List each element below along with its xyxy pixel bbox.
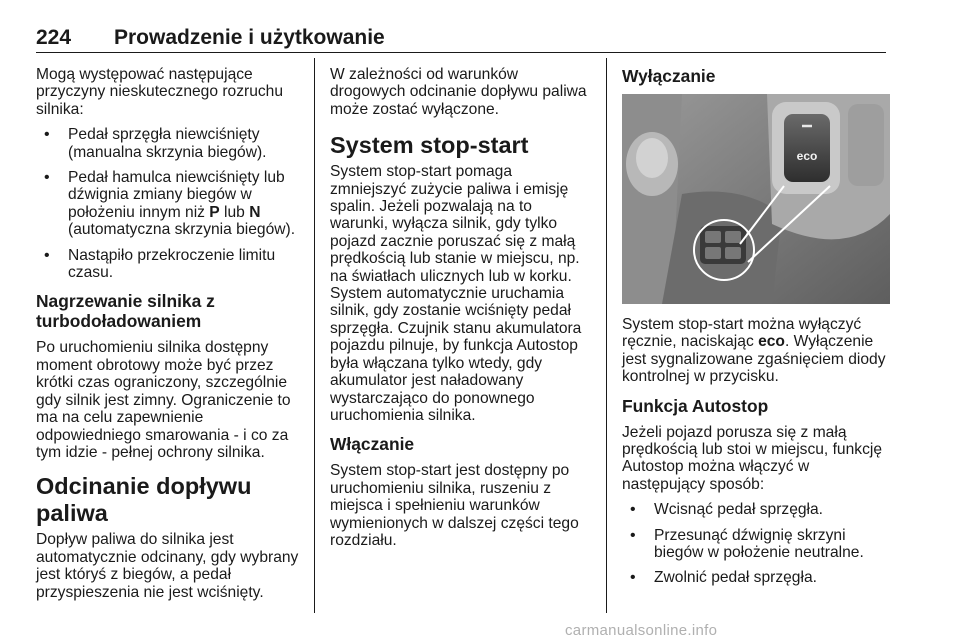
- section-heading-stop-start: System stop-start: [330, 132, 529, 159]
- column-1: [36, 66, 304, 609]
- list-item: • Przesunąć dźwignię skrzyni biegów w położenie neutralne.: [622, 527, 890, 562]
- gear-n-symbol: N: [249, 203, 261, 221]
- list-item: • Nastąpiło przekroczenie limitu czasu.: [36, 247, 304, 282]
- list-item: • Pedał hamulca niewciśnięty lub dźwignia zmiany biegów w położeniu innym niż P lub N (automatyczna skrzynia biegów).: [36, 169, 304, 239]
- page-number: 224: [36, 26, 72, 49]
- column-3: [622, 66, 890, 596]
- section-heading-turbo: Nagrzewanie silnika z turbodoładowaniem: [36, 291, 215, 332]
- gear-p-symbol: P: [209, 203, 220, 221]
- autostop-steps-list: [622, 501, 890, 587]
- autostop-paragraph: Jeżeli pojazd porusza się z małą prędkością lub stoi w miejscu, funkcję Autostop można włączyć w następujący sposób:: [622, 423, 883, 493]
- fuel-cutoff-paragraph: Dopływ paliwa do silnika jest automatycznie odcinany, gdy wybrany jest któryś z biegów, a pedał przyspieszenia nie jest wciśnięty.: [36, 531, 299, 601]
- section-heading-autostop: Funkcja Autostop: [622, 395, 769, 416]
- list-item: • Wcisnąć pedał sprzęgła.: [622, 501, 890, 518]
- eco-button-label: eco: [796, 149, 818, 163]
- eco-key-name: eco: [758, 333, 785, 351]
- turbo-paragraph: Po uruchomieniu silnika dostępny moment obrotowy może być przez krótki czas ograniczony, szczególnie gdy silnik jest zimny. Ograniczenie to ma na celu zapewnienie odpowiedniego smarowania - i co za tym idzie - pełnej ochrony silnika.: [36, 339, 291, 461]
- start-causes-intro: Mogą występować następujące przyczyny nieskutecznego rozruchu silnika:: [36, 66, 284, 118]
- column-divider: [314, 58, 315, 613]
- column-divider: [606, 58, 607, 613]
- watermark: carmanualsonline.info: [565, 622, 718, 639]
- page-title: Prowadzenie i użytkowanie: [114, 26, 385, 49]
- list-item: • Pedał sprzęgła niewciśnięty (manualna skrzynia biegów).: [36, 126, 304, 161]
- start-causes-list: [36, 126, 304, 281]
- switch-on-paragraph: System stop-start jest dostępny po uruchomieniu silnika, ruszeniu z miejsca i spełnieniu warunków wymienionych w dalszej części tego rozdziału.: [330, 462, 579, 549]
- list-item: • Zwolnić pedał sprzęgła.: [622, 569, 890, 586]
- column-2: [330, 66, 592, 557]
- switch-off-paragraph: System stop-start można wyłączyć ręcznie, naciskając eco. Wyłączenie jest sygnalizowane zgaśnięciem diody kontrolnej w przycisku.: [622, 316, 886, 386]
- eco-button-photo: [622, 94, 890, 304]
- section-heading-switch-on: Włączanie: [330, 434, 415, 455]
- section-heading-fuel-cutoff: Odcinanie dopływu paliwa: [36, 473, 252, 527]
- console-illustration: [622, 94, 890, 304]
- page-header: [36, 26, 886, 53]
- stop-start-paragraph: System stop-start pomaga zmniejszyć zużycie paliwa i emisję spalin. Jeżeli pozwalają na to warunki, wyłącza silnik, gdy tylko pojazd zacznie poruszać się z małą prędkością lub stanie w miejscu, np. na światłach ulicznych lub w korku. System automatycznie uruchamia silnik, gdy zostanie wciśnięty pedał sprzęgła. Czujnik stanu akumulatora pojazdu pilnuje, by funkcja Autostop była włączana tylko wtedy, gdy akumulator jest naładowany wystarczająco do ponownego uruchomienia silnika.: [330, 163, 582, 424]
- fuel-cutoff-continued: W zależności od warunków drogowych odcinanie dopływu paliwa może zostać wyłączone.: [330, 66, 587, 118]
- section-heading-switch-off: Wyłączanie: [622, 66, 716, 86]
